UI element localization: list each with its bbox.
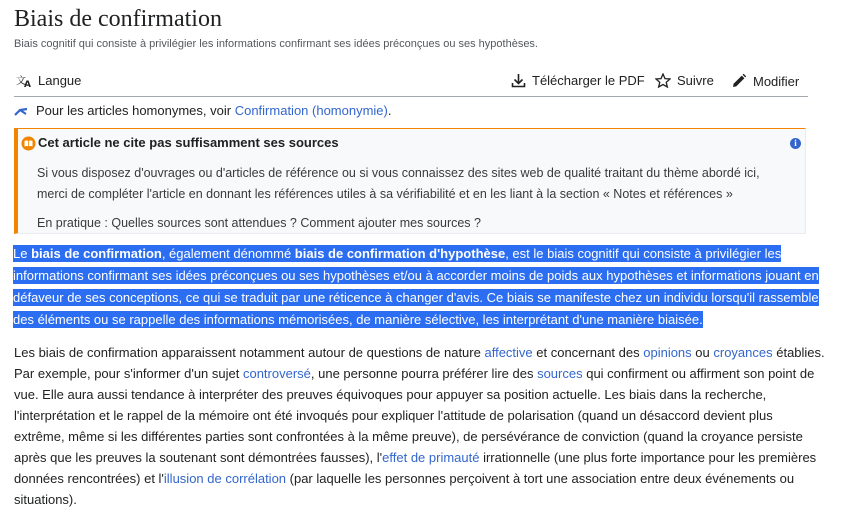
para-text: établies. (772, 345, 825, 360)
para-text: (par laquelle les personnes perçoivent à tort une association entre deux événements ou (286, 471, 795, 486)
body-paragraph (14, 342, 825, 510)
article-toolbar (14, 70, 808, 97)
lead-line (13, 265, 819, 287)
opinions-link[interactable]: opinions (643, 345, 692, 360)
download-pdf-label: Télécharger le PDF (532, 73, 645, 88)
warning-line: merci de compléter l'article en donnant les références utiles à sa vérifiabilité et en les liant à la section « Notes et références » (37, 187, 733, 201)
para-text: ou (691, 345, 714, 360)
illusory-correlation-link[interactable]: illusion de corrélation (163, 471, 287, 486)
follow-label: Suivre (677, 73, 714, 88)
language-button[interactable] (16, 73, 81, 88)
lead-text: informations confirmant ses idées préconçues ou ses hypothèses et/ou à accorder moins de poids aux hypothèses et informations jouant en (13, 268, 819, 283)
lead-text: des éléments ou se rappelle des informations mémorisées, de manière sélective, les interprétant d'une manière biaisée. (13, 312, 703, 327)
book-warning-icon (21, 136, 36, 151)
para-line: situations). (14, 492, 77, 507)
croyances-link[interactable]: croyances (713, 345, 773, 360)
term-bold: biais de confirmation (31, 246, 162, 261)
page-title: Biais de confirmation (14, 6, 222, 32)
para-line (14, 447, 817, 468)
para-line (14, 342, 825, 363)
warning-practice: En pratique : Quelles sources sont attendues ? Comment ajouter mes sources ? (37, 216, 481, 230)
para-text: irrationnelle (une plus forte importance pour les premières (479, 450, 817, 465)
para-line (14, 468, 814, 489)
svg-text:文: 文 (16, 75, 26, 87)
para-line (14, 363, 814, 384)
affective-link[interactable]: affective (484, 345, 533, 360)
lead-paragraph (13, 243, 819, 331)
disambiguation-icon (14, 106, 28, 116)
lead-text: défaveur de ses conceptions, ce qui se traduit par une réticence à changer d'avis. Ce biais se manifeste chez un individu lorsqu'il rassemble (13, 290, 819, 305)
pencil-icon (731, 73, 747, 89)
sources-warning-box (14, 128, 806, 234)
page-subtitle: Biais cognitif qui consiste à privilégier les informations confirmant ses idées préconçues ou ses hypothèses. (14, 38, 538, 50)
lead-line (13, 243, 813, 265)
para-text: après que les preuves la soutenant sont démontrées fausses), l' (14, 450, 383, 465)
hatnote-suffix: . (387, 103, 392, 118)
para-text: et concernant des (532, 345, 644, 360)
warning-text (37, 163, 797, 205)
follow-button[interactable] (655, 73, 714, 88)
lead-line (13, 287, 819, 309)
controverse-link[interactable]: controversé (242, 366, 311, 381)
para-line: extrême, même si les différentes parties sont confrontées à la même preuve), de persévérance de conviction (quand la croyance persiste (14, 429, 803, 444)
svg-text:A: A (24, 79, 31, 88)
para-text: Par exemple, pour s'informer d'un sujet (14, 366, 243, 381)
para-text: , une personne pourra préférer lire des (310, 366, 538, 381)
hatnote-prefix: Pour les articles homonymes, voir (36, 103, 232, 118)
language-icon (16, 74, 32, 88)
disambiguation-hatnote (14, 103, 392, 118)
lead-text: , également dénommé (161, 246, 295, 261)
star-icon (655, 73, 671, 88)
para-text: données rencontrées) et l' (14, 471, 164, 486)
lead-text: , est le biais cognitif qui consiste à privilégier les (505, 246, 782, 261)
sources-link[interactable]: sources (537, 366, 583, 381)
download-icon (511, 73, 526, 88)
para-line: l'interprétation et le rappel de la mémoire ont été invoqués pour expliquer l'attitude de polarisation (quand un désaccord devient plus (14, 408, 773, 423)
language-label: Langue (38, 73, 82, 88)
para-line: vue. Elle aura aussi tendance à interpréter des preuves équivoques pour appuyer sa position actuelle. Les biais dans la recherche, (14, 387, 767, 402)
info-icon[interactable]: i (790, 138, 801, 149)
primacy-effect-link[interactable]: effet de primauté (382, 450, 480, 465)
lead-text: Le (13, 246, 32, 261)
term-bold: biais de confirmation d'hypothèse (294, 246, 506, 261)
lead-line (13, 309, 813, 331)
warning-title: Cet article ne cite pas suffisamment ses sources (38, 135, 339, 150)
para-text: Les biais de confirmation apparaissent notamment autour de questions de nature (14, 345, 485, 360)
para-text: qui confirment ou affirment son point de (582, 366, 815, 381)
download-pdf-button[interactable] (511, 73, 645, 88)
homonymy-link[interactable]: Confirmation (homonymie) (234, 103, 388, 118)
edit-label: Modifier (753, 73, 800, 89)
edit-button[interactable] (731, 73, 799, 89)
warning-line: Si vous disposez d'ouvrages ou d'articles de référence ou si vous connaissez des sites web de qualité traitant du thème abordé ici, (37, 166, 760, 180)
